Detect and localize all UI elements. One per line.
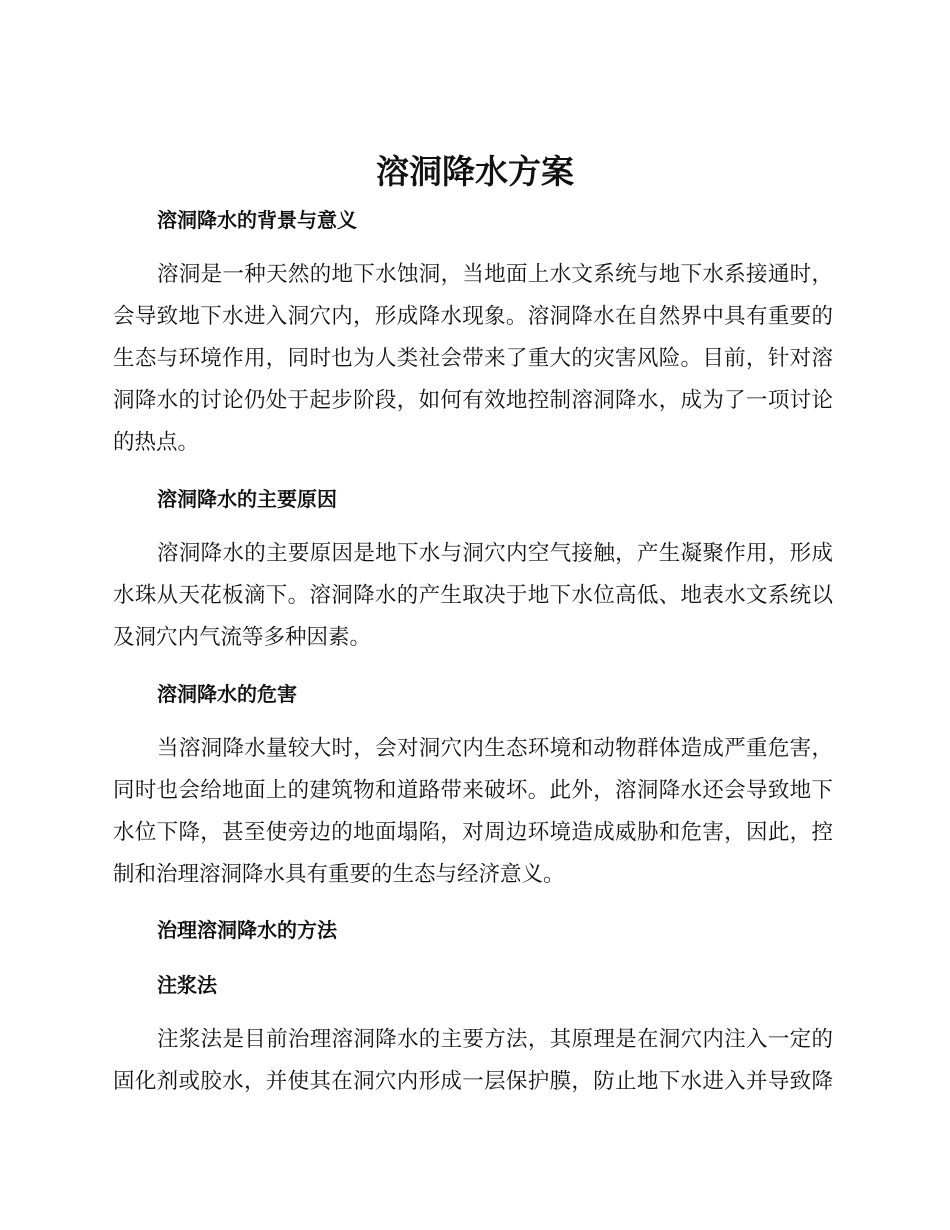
paragraph-line: 水位下降，甚至使旁边的地面塌陷，对周边环境造成威胁和危害，因此，控 bbox=[113, 820, 833, 845]
paragraph-line: 的热点。 bbox=[113, 430, 200, 455]
paragraph-line: 同时也会给地面上的建筑物和道路带来破坏。此外，溶洞降水还会导致地下 bbox=[113, 778, 833, 803]
paragraph-line: 固化剂或胶水，并使其在洞穴内形成一层保护膜，防止地下水进入并导致降 bbox=[113, 1069, 833, 1094]
section-paragraph-background bbox=[113, 254, 833, 464]
paragraph-line: 洞降水的讨论仍处于起步阶段，如何有效地控制溶洞降水，成为了一项讨论 bbox=[113, 388, 833, 413]
paragraph-line: 生态与环境作用，同时也为人类社会带来了重大的灾害风险。目前，针对溶 bbox=[113, 346, 833, 371]
document-title: 溶洞降水方案 bbox=[376, 152, 574, 191]
paragraph-line: 溶洞降水的主要原因是地下水与洞穴内空气接触，产生凝聚作用，形成 bbox=[157, 541, 833, 566]
section-heading-methods: 治理溶洞降水的方法 bbox=[157, 918, 337, 942]
paragraph-line: 注浆法是目前治理溶洞降水的主要方法，其原理是在洞穴内注入一定的 bbox=[157, 1027, 833, 1052]
paragraph-line: 溶洞是一种天然的地下水蚀洞，当地面上水文系统与地下水系接通时， bbox=[157, 262, 833, 287]
section-heading-hazards: 溶洞降水的危害 bbox=[157, 682, 297, 706]
paragraph-line: 制和治理溶洞降水具有重要的生态与经济意义。 bbox=[113, 862, 565, 887]
paragraph-line: 当溶洞降水量较大时，会对洞穴内生态环境和动物群体造成严重危害， bbox=[157, 736, 833, 761]
section-heading-causes: 溶洞降水的主要原因 bbox=[157, 487, 337, 511]
section-paragraph-hazards bbox=[113, 728, 833, 896]
section-paragraph-causes bbox=[113, 533, 833, 659]
paragraph-line: 水珠从天花板滴下。溶洞降水的产生取决于地下水位高低、地表水文系统以 bbox=[113, 583, 833, 608]
section-heading-grouting: 注浆法 bbox=[157, 973, 217, 997]
paragraph-line: 及洞穴内气流等多种因素。 bbox=[113, 625, 372, 650]
section-heading-background: 溶洞降水的背景与意义 bbox=[157, 208, 357, 232]
paragraph-line: 会导致地下水进入洞穴内，形成降水现象。溶洞降水在自然界中具有重要的 bbox=[113, 304, 833, 329]
section-paragraph-grouting bbox=[113, 1019, 833, 1103]
